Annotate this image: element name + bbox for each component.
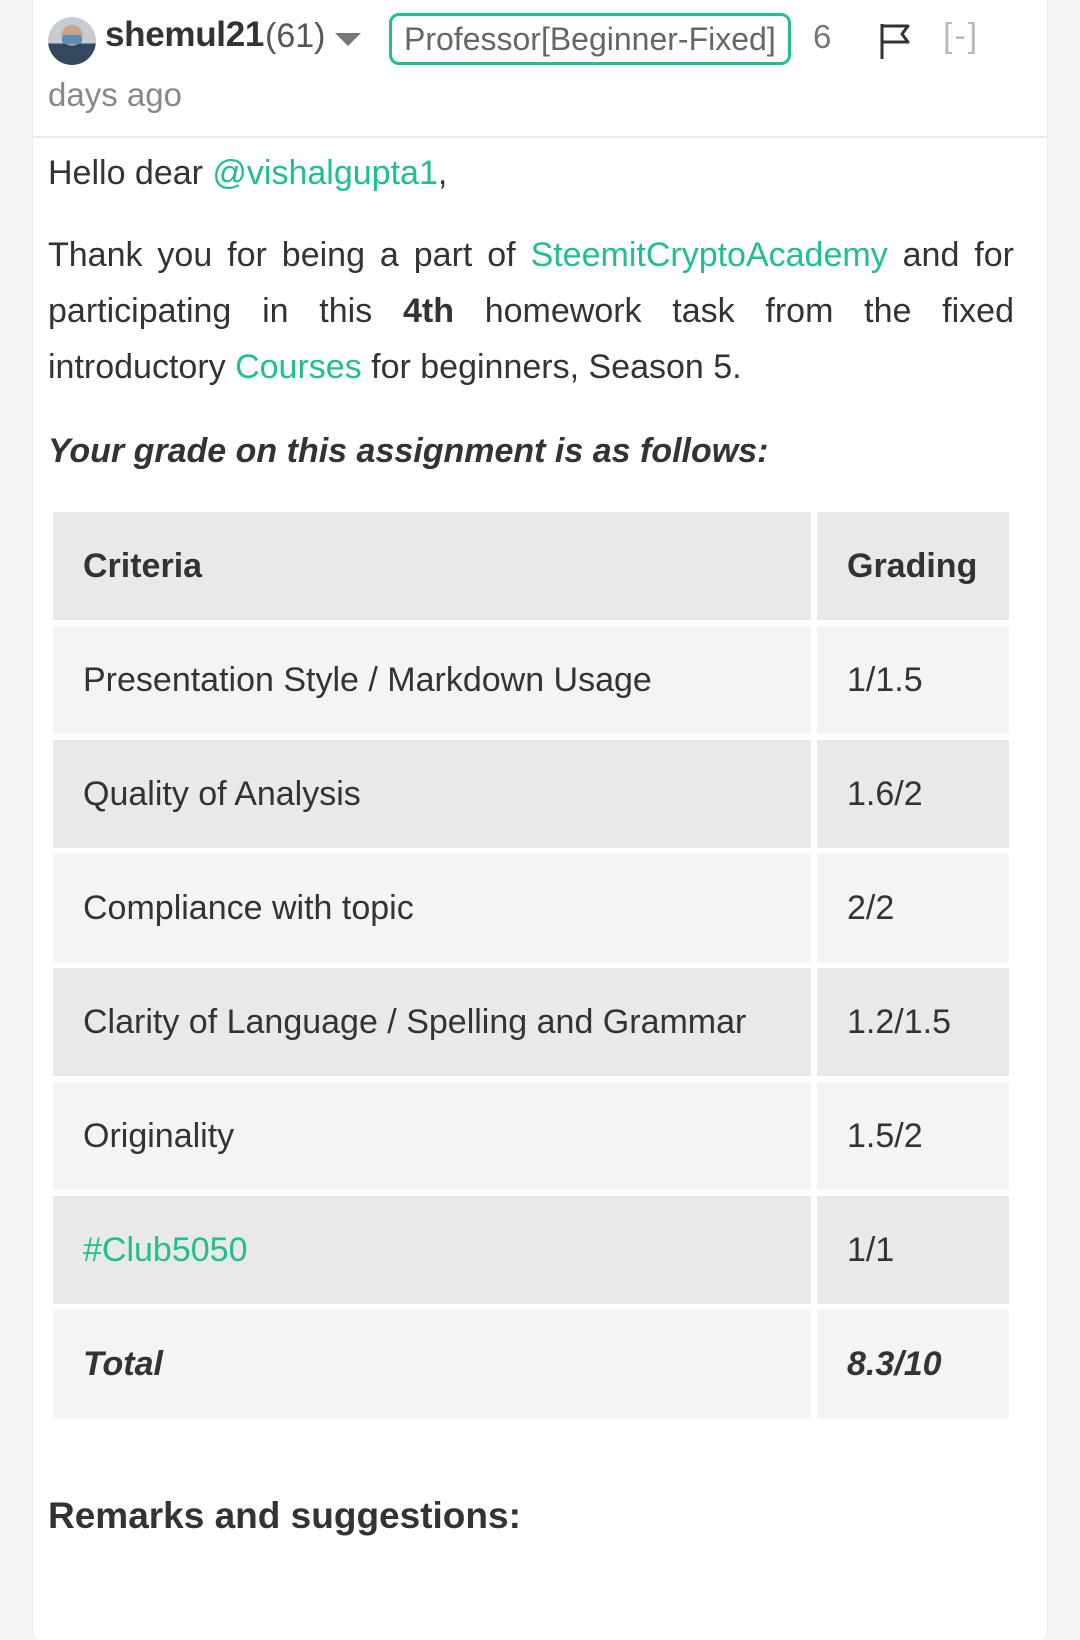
grade-note: Your grade on this assignment is as follows:	[48, 432, 769, 470]
comment-card	[33, 0, 1047, 1640]
author-reputation: (61)	[265, 17, 326, 55]
table-row	[53, 1196, 1009, 1304]
grade-cell: 1.6/2	[817, 740, 1009, 848]
criteria-cell: Clarity of Language / Spelling and Grammar	[53, 968, 811, 1076]
criteria-cell: Quality of Analysis	[53, 740, 811, 848]
flag-icon[interactable]	[878, 22, 912, 60]
role-badge: Professor[Beginner-Fixed]	[389, 13, 791, 65]
author-username[interactable]: shemul21	[105, 15, 265, 54]
criteria-cell: Originality	[53, 1082, 811, 1190]
total-label: Total	[53, 1310, 811, 1418]
remarks-heading: Remarks and suggestions:	[48, 1495, 521, 1536]
header-grading: Grading	[817, 512, 1009, 620]
grade-cell: 1/1	[817, 1196, 1009, 1304]
comment-body	[48, 145, 1014, 479]
grade-cell: 1/1.5	[817, 626, 1009, 734]
header-criteria: Criteria	[53, 512, 811, 620]
grade-table	[53, 512, 1009, 1424]
criteria-cell: Compliance with topic	[53, 854, 811, 962]
criteria-cell	[53, 1196, 811, 1304]
greeting: Hello dear @vishalgupta1,	[48, 154, 448, 192]
academy-link[interactable]: SteemitCryptoAcademy	[530, 236, 888, 274]
timestamp-suffix[interactable]: days ago	[48, 76, 182, 113]
intro-paragraph: Thank you for being a part of SteemitCryptoAcademy and for participating in this 4th homework task from the fixed introductory Courses for beginners, Season 5.	[48, 236, 1014, 386]
table-header-row	[53, 512, 1009, 620]
avatar[interactable]	[48, 17, 96, 65]
collapse-toggle[interactable]: [-]	[943, 17, 980, 55]
courses-link[interactable]: Courses	[235, 348, 362, 386]
grade-cell: 2/2	[817, 854, 1009, 962]
table-row	[53, 626, 1009, 734]
table-row	[53, 740, 1009, 848]
total-grade: 8.3/10	[817, 1310, 1009, 1418]
caret-down-icon[interactable]	[335, 33, 361, 46]
grade-cell: 1.5/2	[817, 1082, 1009, 1190]
criteria-cell: Presentation Style / Markdown Usage	[53, 626, 811, 734]
timestamp-number[interactable]: 6	[813, 18, 832, 55]
grade-cell: 1.2/1.5	[817, 968, 1009, 1076]
table-row	[53, 968, 1009, 1076]
club5050-tag-link[interactable]: #Club5050	[83, 1230, 248, 1269]
table-total-row	[53, 1310, 1009, 1418]
comment-header	[33, 0, 1047, 138]
table-row	[53, 1082, 1009, 1190]
table-row	[53, 854, 1009, 962]
mention-link[interactable]: @vishalgupta1	[212, 154, 438, 192]
